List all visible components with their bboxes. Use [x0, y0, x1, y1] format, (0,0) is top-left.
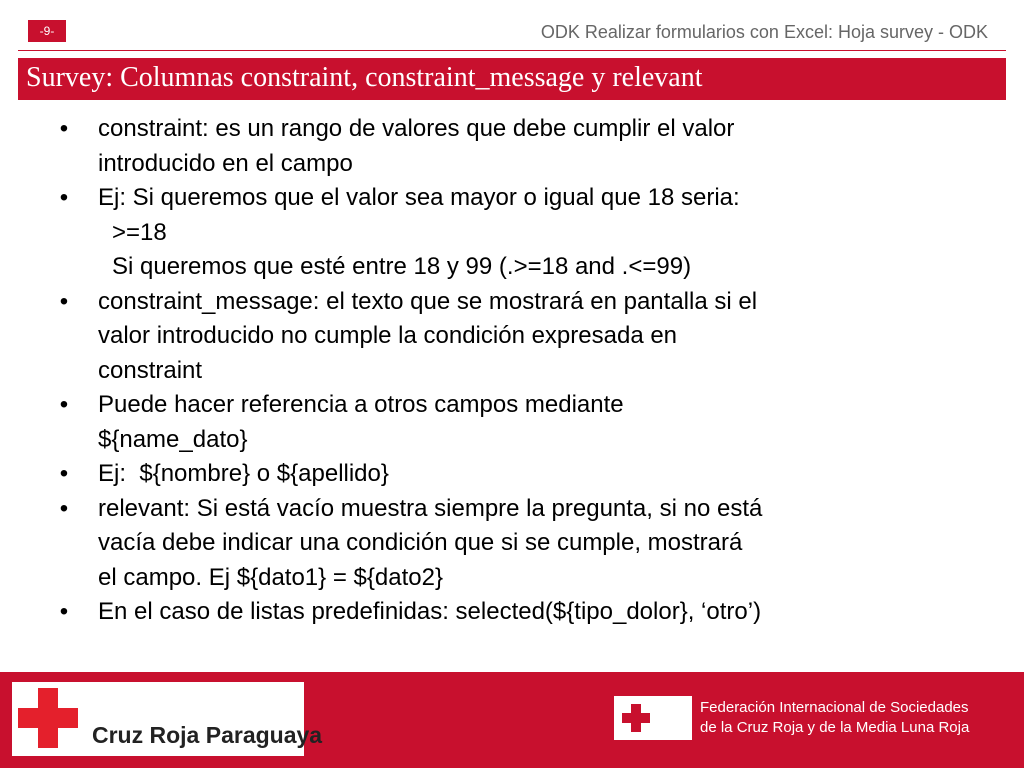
bullet-marker: •: [59, 494, 69, 522]
bullet-line: Ej: ${nombre} o ${apellido}: [98, 460, 389, 487]
bullet-item: [54, 388, 984, 457]
red-cross-small-icon: [622, 704, 650, 732]
bullet-marker: •: [59, 391, 69, 418]
bullet-marker: •: [59, 460, 69, 487]
bullet-item: [54, 595, 984, 630]
bullet-line: introducido en el campo: [98, 149, 353, 177]
cruz-roja-paraguaya-logo: [12, 682, 323, 756]
bullet-item: [54, 285, 984, 389]
bullet-line: relevant: Si está vacío muestra siempre la pregunta, si no está: [98, 494, 763, 522]
indented-line: Si queremos que esté entre 18 y 99 (.>=18 and .<=99): [112, 253, 692, 280]
footer-bar: [0, 672, 1024, 768]
slide-title-bar: [18, 58, 1006, 100]
bullet-line: valor introducido no cumple la condición expresada en: [98, 322, 678, 349]
header-divider: [18, 50, 1006, 51]
presentation-title: ODK Realizar formularios con Excel: Hoja survey - ODK: [540, 22, 988, 42]
bullet-line: En el caso de listas predefinidas: selected(${tipo_dolor}, ‘otro’): [98, 598, 762, 625]
bullet-marker: •: [59, 598, 69, 625]
bullet-line: constraint: [98, 356, 203, 384]
bullet-marker: •: [59, 287, 69, 315]
slide-title: Survey: Columnas constraint, constraint_message y relevant: [26, 62, 703, 93]
federation-name: [700, 698, 969, 738]
bullet-item: [54, 457, 984, 492]
indented-line: >=18: [112, 218, 167, 246]
bullet-line: constraint: es un rango de valores que debe cumplir el valor: [98, 115, 735, 142]
bullet-line: Ej: Si queremos que el valor sea mayor o igual que 18 seria:: [98, 184, 740, 211]
slide-content: [54, 112, 984, 630]
bullet-item: [54, 181, 984, 216]
bullet-item: [54, 492, 984, 596]
bullet-marker: •: [59, 115, 69, 142]
red-cross-icon: [18, 688, 78, 748]
federation-name-line: Federación Internacional de Sociedades: [700, 699, 969, 716]
page-number-badge: -9-: [28, 20, 66, 42]
bullet-item: [54, 112, 984, 181]
bullet-line: el campo. Ej ${dato1} = ${dato2}: [98, 563, 443, 591]
bullet-line: Puede hacer referencia a otros campos mediante: [98, 391, 624, 418]
bullet-line: constraint_message: el texto que se mostrará en pantalla si el: [98, 287, 758, 315]
red-crescent-icon: [656, 702, 688, 734]
logo-text: Cruz Roja Paraguaya: [92, 722, 323, 748]
federation-name-line: de la Cruz Roja y de la Media Luna Roja: [700, 719, 970, 736]
bullet-line: vacía debe indicar una condición que si se cumple, mostrará: [98, 529, 743, 556]
bullet-line: ${name_dato}: [98, 425, 248, 453]
bullet-marker: •: [59, 184, 69, 211]
ifrc-logo: [614, 696, 692, 740]
